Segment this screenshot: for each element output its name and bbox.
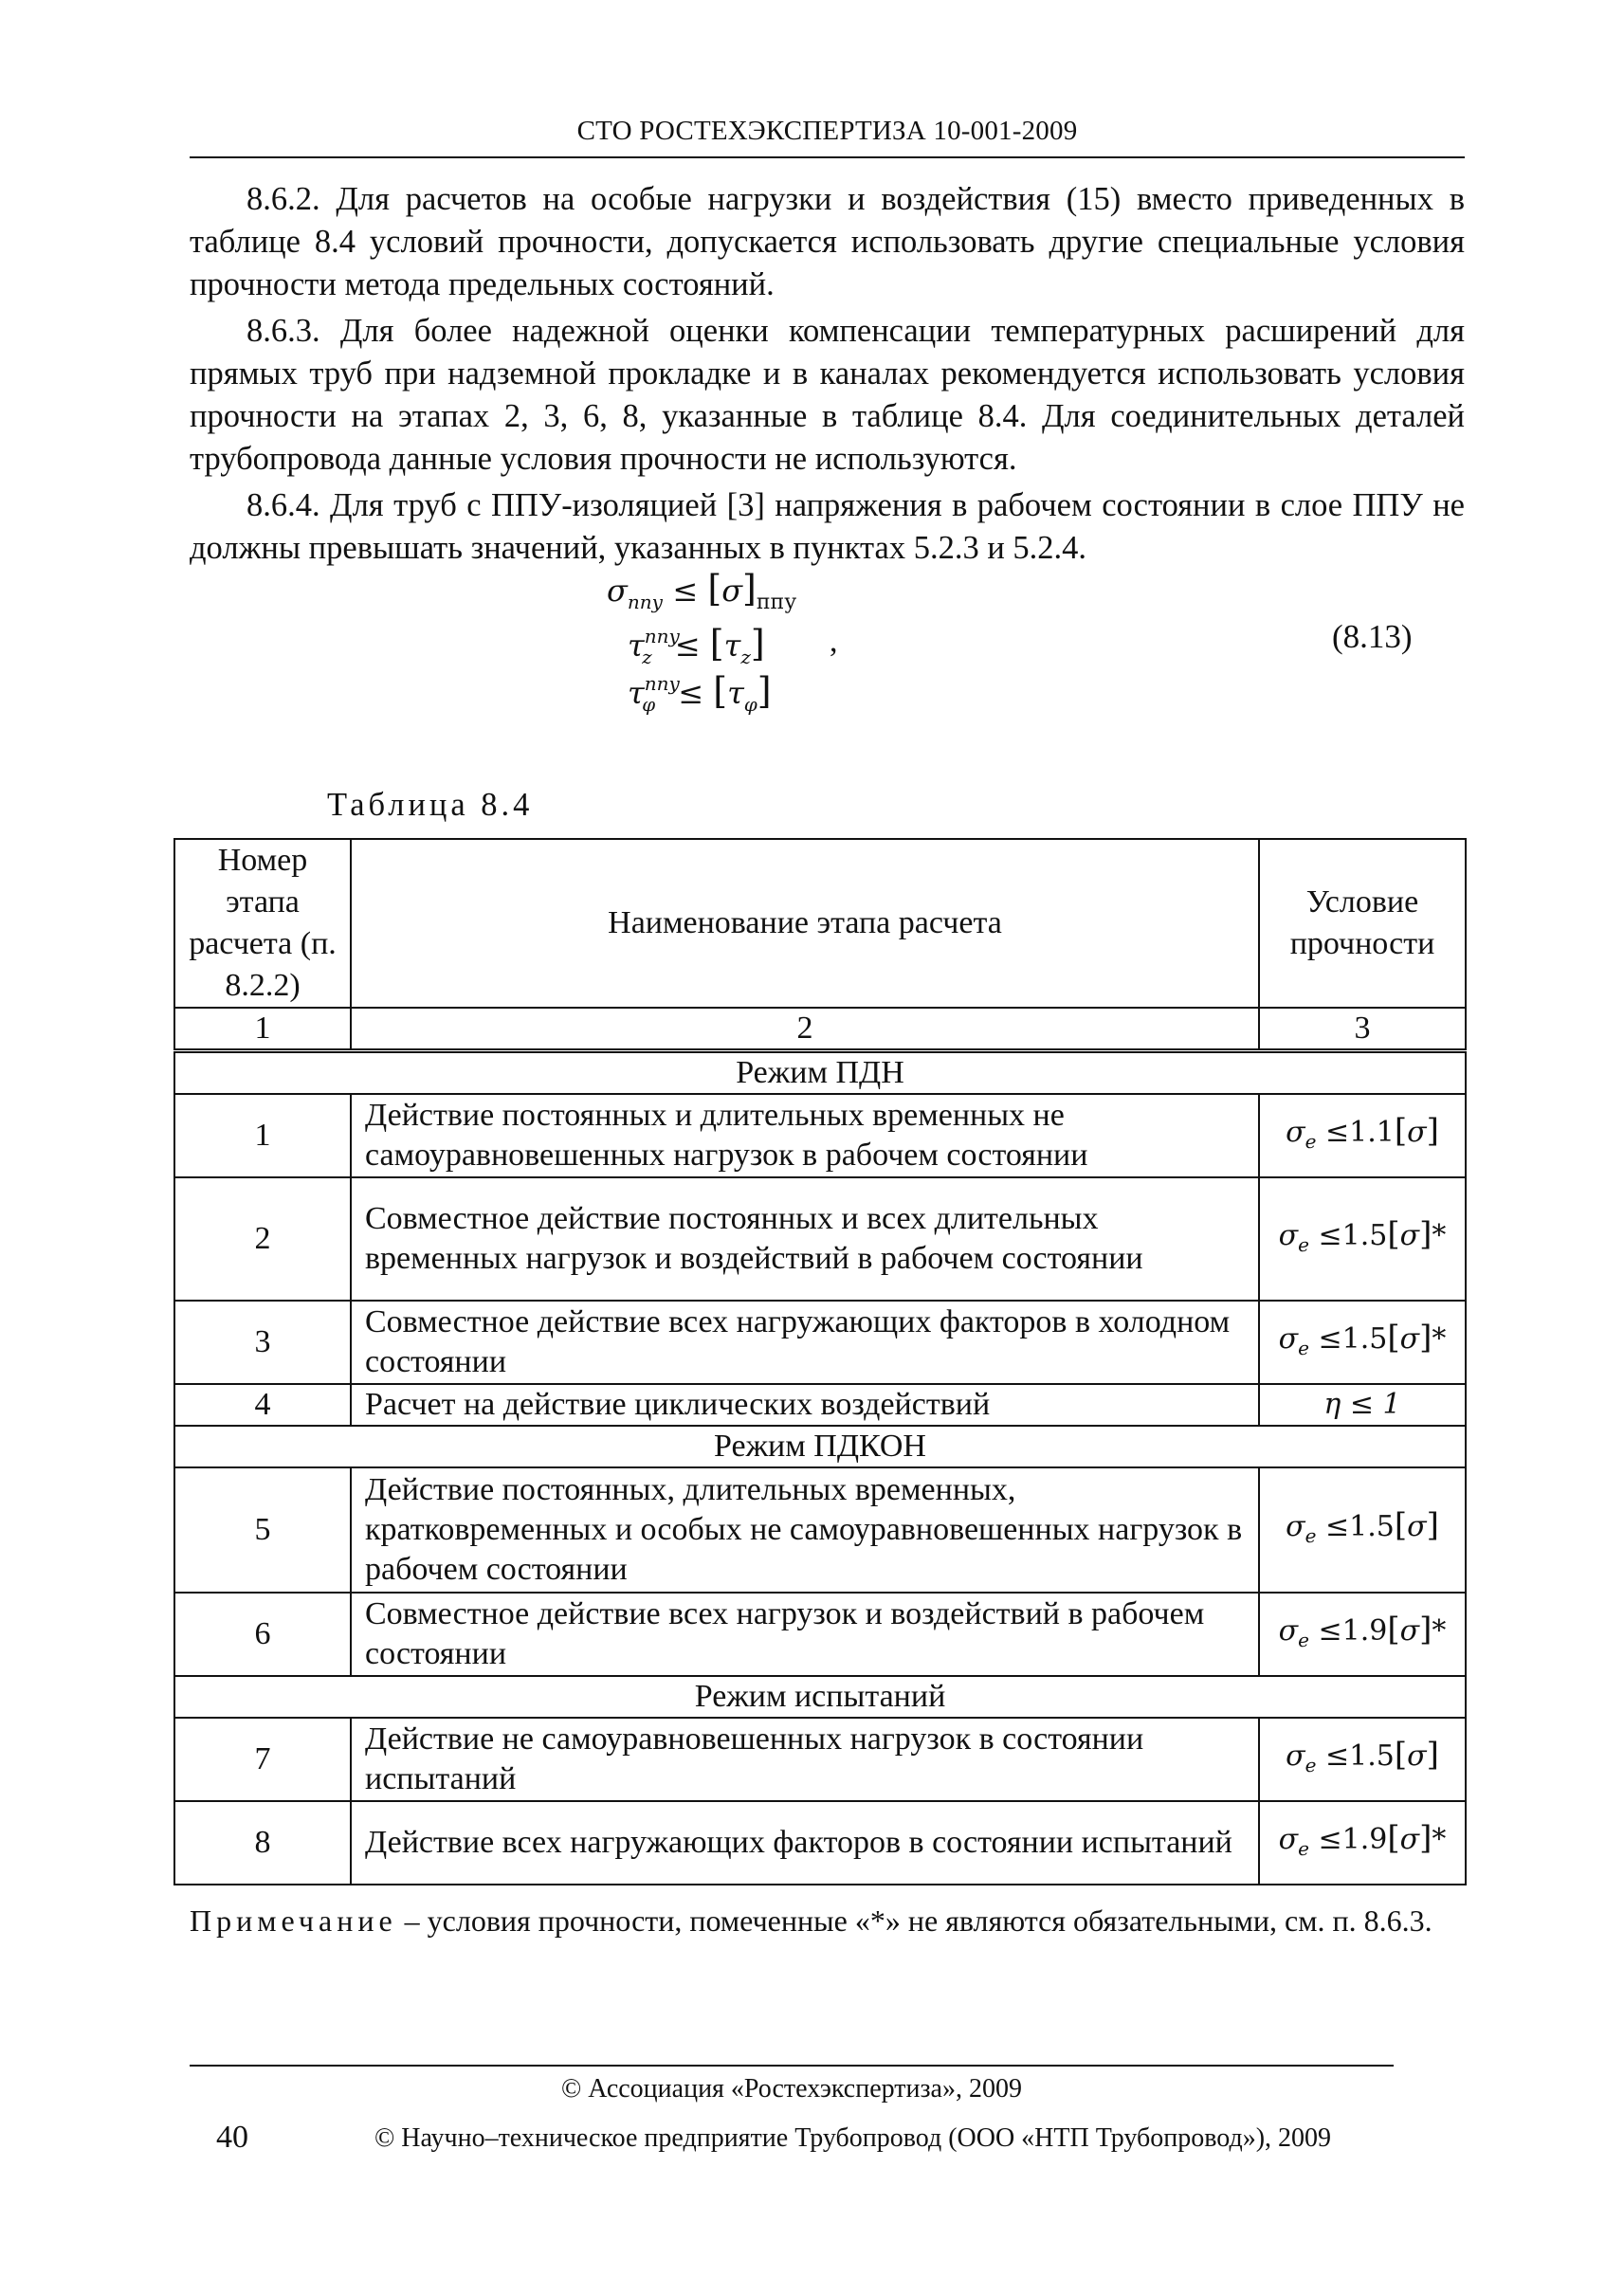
column-number: 1 [174,1008,351,1051]
stage-name: Действие постоянных, длительных временных, кратковременных и особых не самоуравновешенных нагрузок в рабочем состоянии [351,1467,1259,1593]
stage-name: Совместное действие всех нагрузок и воздействий в рабочем состоянии [351,1593,1259,1676]
mode-row [174,1426,1466,1467]
stage-number: 7 [174,1718,351,1801]
stage-name: Расчет на действие циклических воздействий [351,1384,1259,1426]
mode-row [174,1051,1466,1095]
header-stage-name: Наименование этапа расчета [351,839,1259,1008]
running-header: СТО РОСТЕХЭКСПЕРТИЗА 10-001-2009 [576,116,1078,146]
stage-number: 6 [174,1593,351,1676]
mode-title: Режим ПДН [174,1051,1466,1095]
table-row [174,1094,1466,1177]
footer-rule [190,2065,1394,2067]
stage-number: 1 [174,1094,351,1177]
strength-conditions-table [173,838,1467,1885]
stage-number: 2 [174,1177,351,1301]
note-text: – условия прочности, помеченные «*» не являются обязательными, см. п. 8.6.3. [396,1903,1432,1938]
stage-name: Совместное действие постоянных и всех длительных временных нагрузок и воздействий в рабочем состоянии [351,1177,1259,1301]
table-row [174,1384,1466,1426]
strength-condition: $\sigma_e \le 1.5[\sigma]$ [1259,1467,1466,1593]
strength-condition: $\sigma_e \le 1.5[\sigma]*$ [1259,1301,1466,1384]
table-header-row [174,839,1466,1008]
strength-condition: $\sigma_e \le 1.5[\sigma]*$ [1259,1177,1466,1301]
footer-copyright-association: © Ассоциация «Ростехэкспертиза», 2009 [561,2074,1022,2104]
strength-condition: $\sigma_e \le 1.1[\sigma]$ [1259,1094,1466,1177]
mode-row [174,1676,1466,1718]
formula-line-tau-z: $\tau^{ппу}_z \le [\tau_z]$ [628,623,765,668]
formula-line-sigma: $\sigma_{ппу} \le [\sigma]_{ппу}$ [607,568,797,614]
table-note [190,1901,1465,1940]
page-number: 40 [216,2120,248,2155]
strength-condition: $\sigma_e \le 1.9[\sigma]*$ [1259,1593,1466,1676]
footer-copyright-ntp: © Научно–техническое предприятие Трубопровод (ООО «НТП Трубопровод»), 2009 [374,2123,1332,2153]
header-stage-number: Номер этапа расчета (п. 8.2.2) [174,839,351,1008]
strength-condition: $\sigma_e \le 1.5[\sigma]$ [1259,1718,1466,1801]
stage-name: Действие не самоуравновешенных нагрузок в состоянии испытаний [351,1718,1259,1801]
stage-name: Действие постоянных и длительных временных не самоуравновешенных нагрузок в рабочем состоянии [351,1094,1259,1177]
paragraph-8-6-3: 8.6.3. Для более надежной оценки компенсации температурных расширений для прямых труб при надземной прокладке и в каналах рекомендуется использовать условия прочности на этапах 2, 3, 6, 8, указанные в таблице 8.4. Для соединительных деталей трубопровода данные условия прочности не используются. [190,313,1465,477]
table-row [174,1718,1466,1801]
formula-8-13 [607,565,891,717]
table-row [174,1177,1466,1301]
table-caption: Таблица 8.4 [327,787,534,823]
stage-number: 8 [174,1801,351,1885]
table-row [174,1593,1466,1676]
column-number: 2 [351,1008,1259,1051]
mode-title: Режим испытаний [174,1676,1466,1718]
stage-name: Действие всех нагружающих факторов в состоянии испытаний [351,1801,1259,1885]
body-text [190,178,1465,574]
strength-condition: η ≤ 1 [1259,1384,1466,1426]
note-label: Примечание [190,1903,397,1938]
stage-name: Совместное действие всех нагружающих факторов в холодном состоянии [351,1301,1259,1384]
header-rule [190,156,1465,158]
stage-number: 3 [174,1301,351,1384]
column-number-row [174,1008,1466,1051]
formula-comma: , [830,624,838,659]
equation-number: (8.13) [1332,618,1413,655]
table-row [174,1801,1466,1885]
paragraph-8-6-2: 8.6.2. Для расчетов на особые нагрузки и воздействия (15) вместо приведенных в таблице 8.4 условий прочности, допускается использовать другие специальные условия прочности метода предельных состояний. [190,181,1465,302]
column-number: 3 [1259,1008,1466,1051]
mode-title: Режим ПДКОН [174,1426,1466,1467]
stage-number: 5 [174,1467,351,1593]
header-condition: Условие прочности [1259,839,1466,1008]
stage-number: 4 [174,1384,351,1426]
formula-line-tau-phi: $\tau^{ппу}_\varphi \le [\tau_\varphi]$ [628,670,772,716]
strength-condition: $\sigma_e \le 1.9[\sigma]*$ [1259,1801,1466,1885]
paragraph-8-6-4: 8.6.4. Для труб с ППУ-изоляцией [3] напряжения в рабочем состоянии в слое ППУ не должны превышать значений, указанных в пунктах 5.2.3 и 5.2.4. [190,487,1465,566]
table-row [174,1301,1466,1384]
table-row [174,1467,1466,1593]
